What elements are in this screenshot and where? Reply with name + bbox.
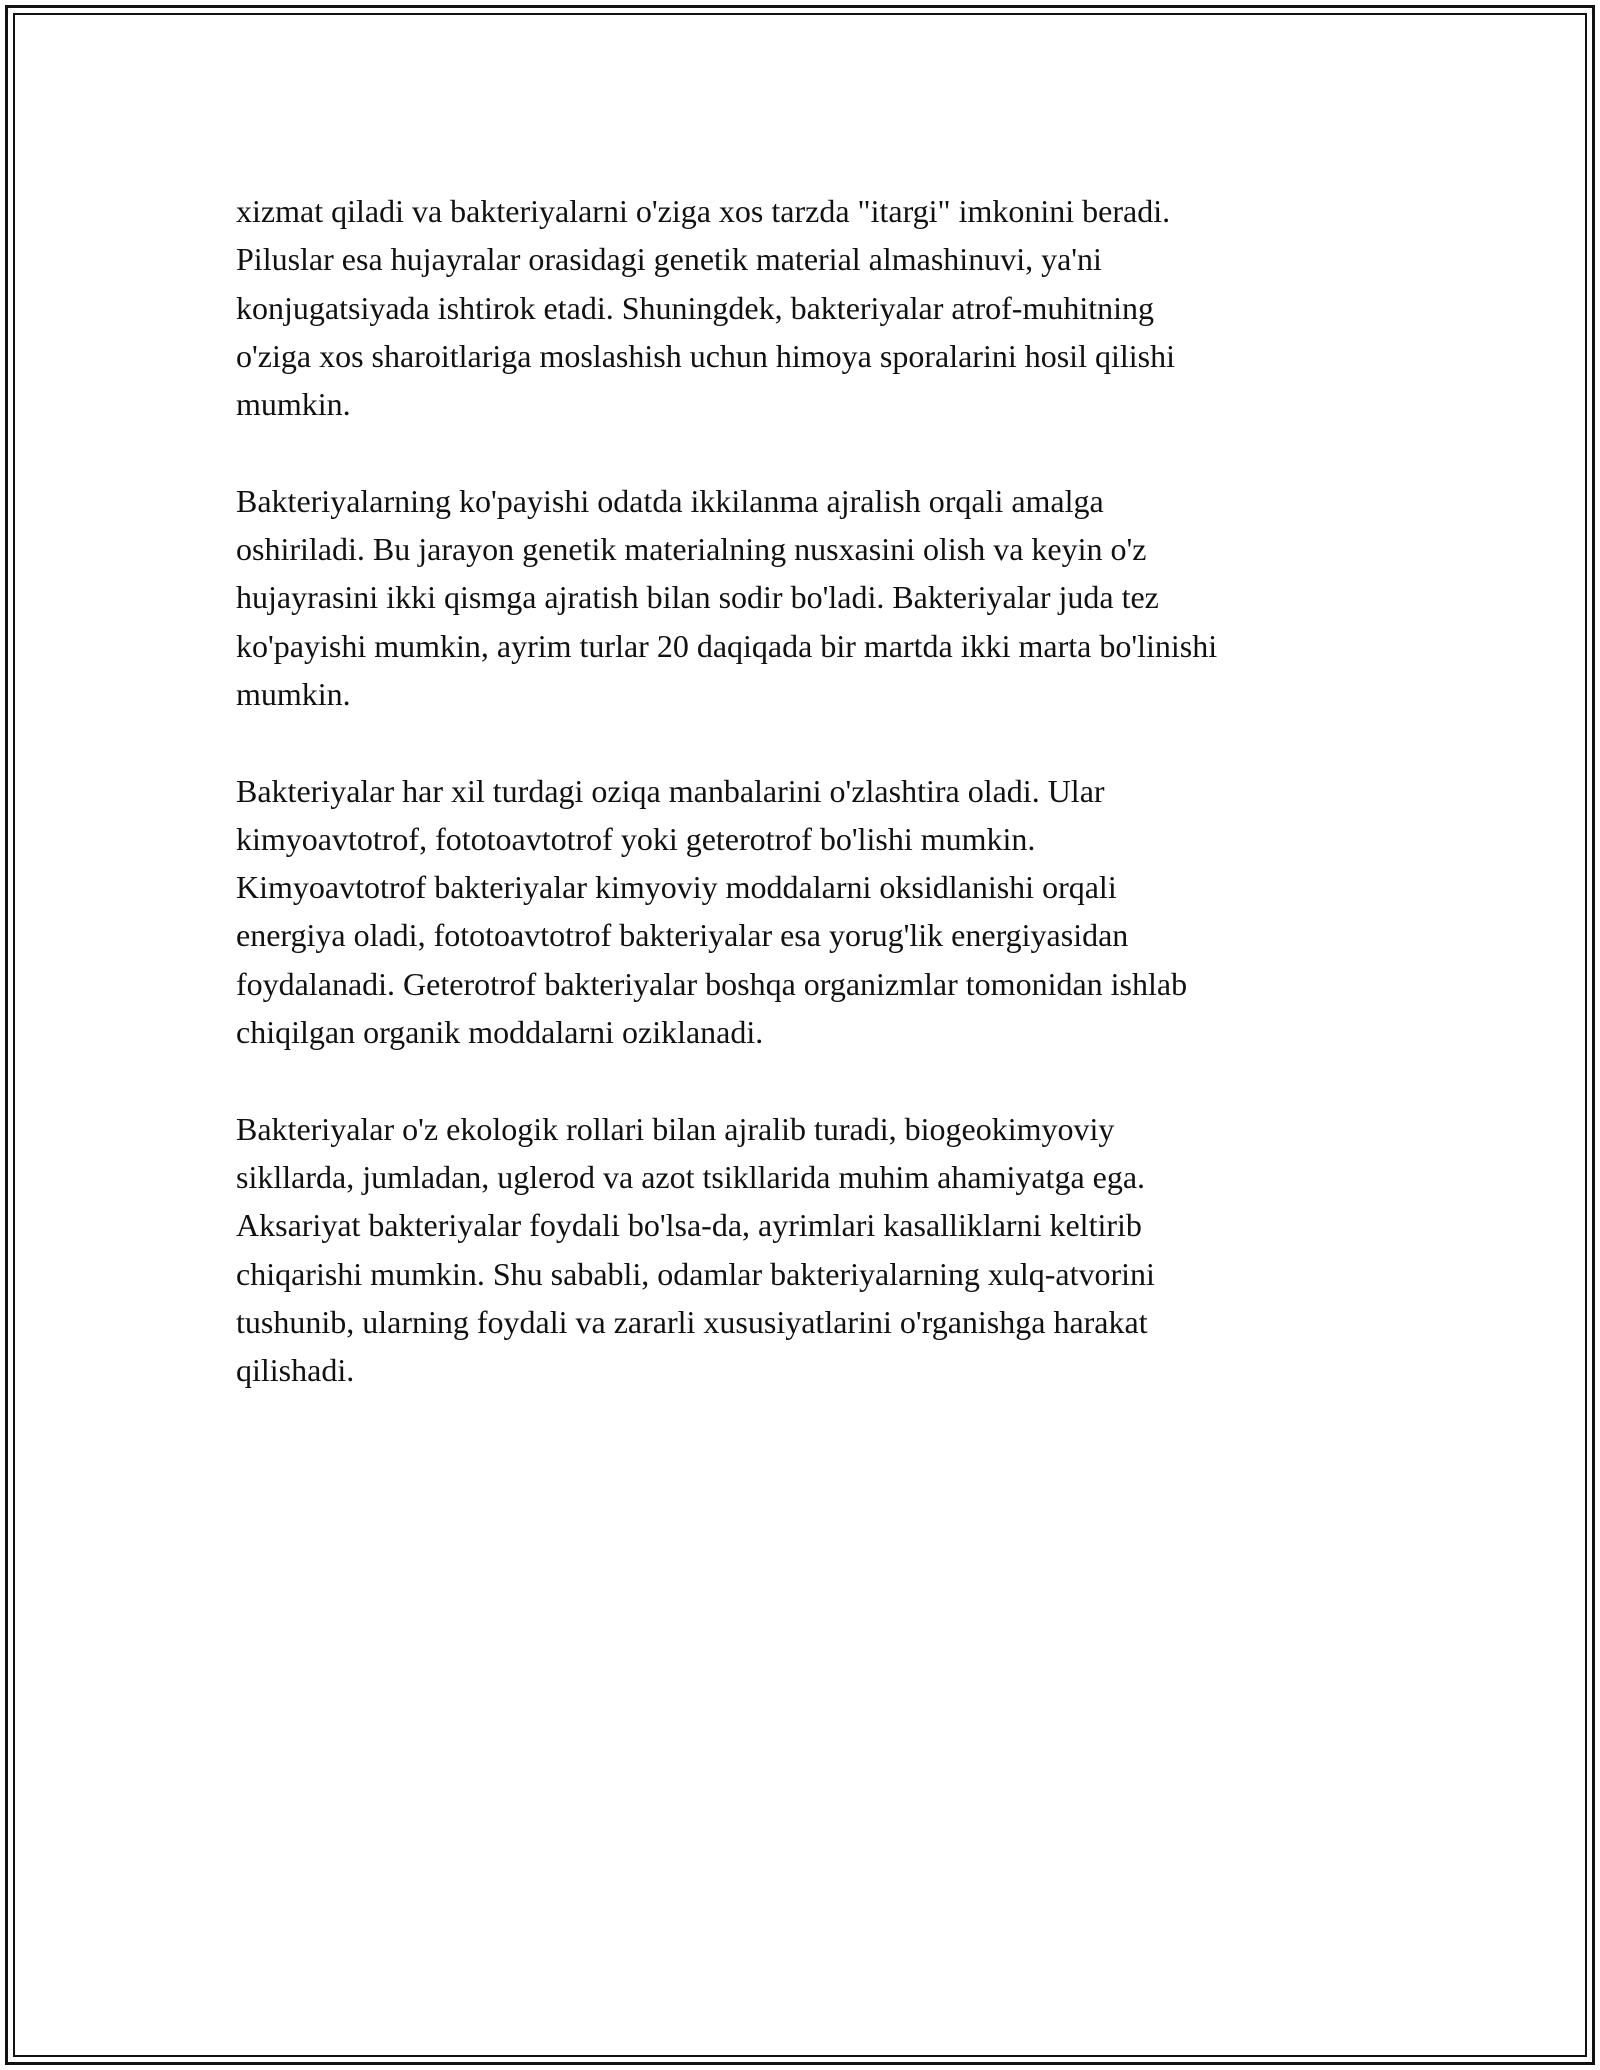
text-line: xizmat qiladi va bakteriyalarni o'ziga xos tarzda "itargi" imkonini beradi.	[236, 193, 1171, 229]
document-body	[236, 187, 1376, 1394]
text-line: qilishadi.	[236, 1352, 355, 1389]
text-line: chiqarishi mumkin. Shu sababli, odamlar bakteriyalarning xulq-atvorini	[236, 1255, 1155, 1292]
text-line: kimyoavtotrof, fototoavtotrof yoki geterotrof bo'lishi mumkin.	[236, 820, 1036, 857]
text-line: hujayrasini ikki qismga ajratish bilan sodir bo'ladi. Bakteriyalar juda tez	[236, 579, 1159, 616]
text-line: energiya oladi, fototoavtotrof bakteriyalar esa yorug'lik energiyasidan	[236, 917, 1129, 954]
text-line: konjugatsiyada ishtirok etadi. Shuningdek, bakteriyalar atrof-muhitning	[236, 289, 1155, 326]
text-line: tushunib, ularning foydali va zararli xususiyatlarini o'rganishga harakat	[236, 1303, 1148, 1340]
text-line: chiqilgan organik moddalarni oziklanadi.	[236, 1014, 764, 1051]
paragraph-2	[236, 477, 1376, 718]
text-line: Bakteriyalar o'z ekologik rollari bilan ajralib turadi, biogeokimyoviy	[236, 1110, 1115, 1147]
text-line: Aksariyat bakteriyalar foydali bo'lsa-da, ayrimlari kasalliklarni keltirib	[236, 1207, 1142, 1244]
text-line: o'ziga xos sharoitlariga moslashish uchun himoya sporalarini hosil qilishi	[236, 337, 1175, 374]
text-line: Bakteriyalarning ko'payishi odatda ikkilanma ajralish orqali amalga	[236, 482, 1104, 519]
text-line: Bakteriyalar har xil turdagi oziqa manbalarini o'zlashtira oladi. Ular	[236, 772, 1105, 809]
text-line: mumkin.	[236, 675, 351, 712]
paragraph-1	[236, 187, 1376, 428]
paragraph-4	[236, 1105, 1376, 1395]
text-line: mumkin.	[236, 386, 351, 423]
text-line: ko'payishi mumkin, ayrim turlar 20 daqiqada bir martda ikki marta bo'linishi	[236, 627, 1218, 664]
text-line: Kimyoavtotrof bakteriyalar kimyoviy moddalarni oksidlanishi orqali	[236, 869, 1117, 906]
text-line: Piluslar esa hujayralar orasidagi genetik material almashinuvi, ya'ni	[236, 241, 1102, 278]
paragraph-3	[236, 767, 1376, 1057]
text-line: oshiriladi. Bu jarayon genetik materialning nusxasini olish va keyin o'z	[236, 531, 1147, 568]
text-line: foydalanadi. Geterotrof bakteriyalar boshqa organizmlar tomonidan ishlab	[236, 965, 1188, 1002]
text-line: sikllarda, jumladan, uglerod va azot tsikllarida muhim ahamiyatga ega.	[236, 1158, 1146, 1195]
